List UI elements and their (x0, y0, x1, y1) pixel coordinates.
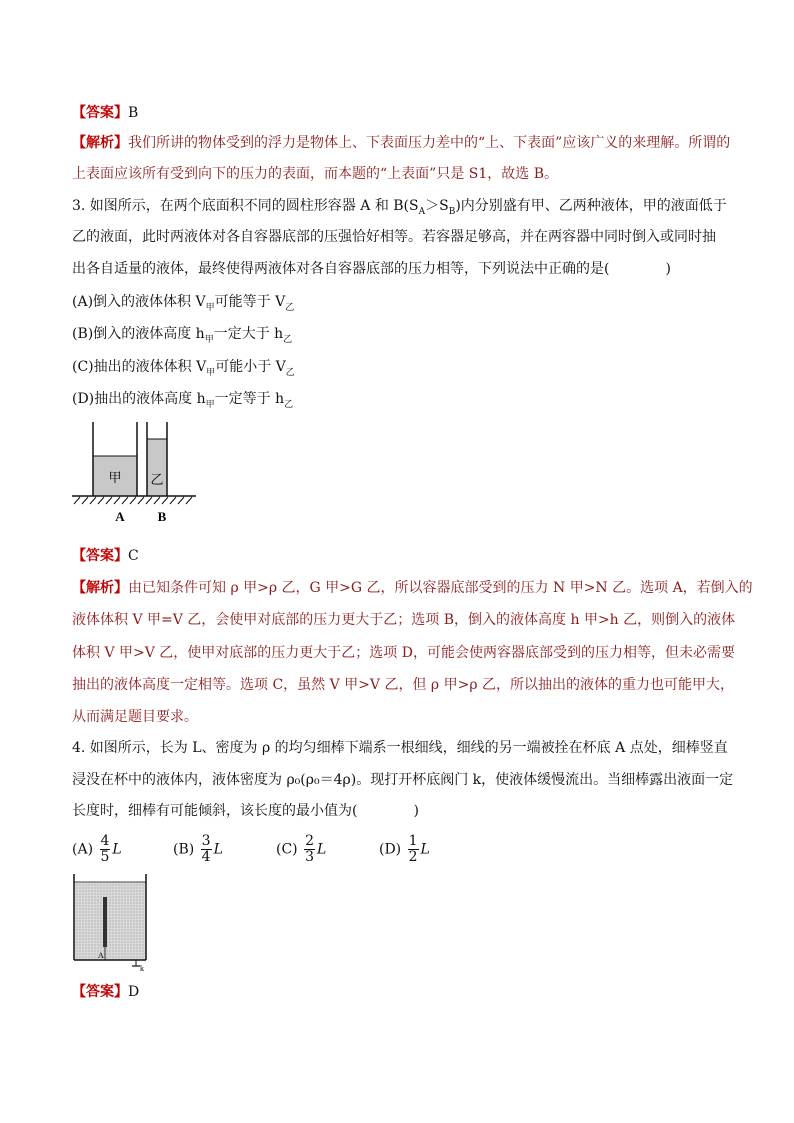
q4-stem-line-1: 4. 如图所示，长为 L、密度为 ρ 的均匀细棒下端系一根细线，细线的另一端被拴在杯底 A 点处，细棒竖直 (72, 740, 728, 756)
answer-value: B (128, 105, 139, 121)
q4-stem-line-2: 浸没在杯中的液体内，液体密度为 ρ₀(ρ₀＝4ρ)。现打开杯底阀门 k，使液体缓慢流出。当细棒露出液面一定 (72, 772, 734, 788)
q3-analysis-line-4: 抽出的液体高度一定相等。选项 C，虽然 V 甲>V 乙，但 ρ 甲>ρ 乙，所以抽出的液体的重力也可能甲大， (72, 677, 735, 693)
q4-option-d: (D) $\frac{1}{2}$ L (379, 833, 430, 865)
q2-analysis-line-2: 上表面应该所有受到向下的压力的表面，而本题的“上表面”只是 S1，故选 B。 (72, 166, 558, 182)
answer-value: D (128, 984, 140, 1000)
q3-option-b: (B)倒入的液体高度 $h_甲$一定大于 $h_乙$ (72, 326, 293, 345)
answer-value: C (128, 548, 139, 564)
ground-hatch (74, 497, 192, 504)
container-b-label: B (157, 509, 167, 524)
liquid-b-label: 乙 (150, 473, 164, 488)
q3-analysis-line-1 (72, 578, 753, 598)
q3-analysis-line-5: 从而满足题目要求。 (72, 709, 198, 725)
q3-option-a: (A)倒入的液体体积 $V_甲$可能等于 $V_乙$ (72, 294, 295, 313)
answer-tag: 【答案】 (72, 105, 128, 121)
q4-option-c: (C) $\frac{2}{3}$ L (276, 833, 327, 865)
q3-stem-line-3: 出各自适量的液体，最终使得两液体对各自容器底部的压力相等，下列说法中正确的是( ) (72, 261, 671, 277)
q3-option-d: (D)抽出的液体高度 $h_甲$一定等于 $h_乙$ (72, 391, 294, 410)
q4-option-a: (A) $\frac{4}{5}$ L (72, 833, 122, 865)
q3-stem-line-1: 3. 如图所示，在两个底面积不同的圆柱形容器 A 和 $B(S_A>S_B)$内分别盛有甲、乙两种液体，甲的液面低于 (72, 198, 727, 217)
q3-stem-line-2: 乙的液面，此时两液体对各自容器底部的压强恰好相等。若容器足够高，并在两容器中同时倒入或同时抽 (72, 229, 716, 245)
q4-cup-figure (70, 872, 160, 972)
valve-label: k (140, 964, 144, 972)
container-a-label: A (115, 509, 125, 524)
answer-tag: 【答案】 (72, 984, 128, 1000)
q4-stem-line-3: 长度时，细棒有可能倾斜，该长度的最小值为( ) (72, 803, 419, 819)
q3-analysis-line-2: 液体体积 V 甲=V 乙，会使甲对底部的压力更大于乙；选项 B，倒入的液体高度 h 甲>h 乙，则倒入的液体 (72, 612, 736, 628)
liquid-a-label: 甲 (108, 471, 122, 486)
liquid-fill (74, 882, 146, 960)
analysis-tag: 【解析】 (72, 580, 128, 596)
rod (103, 897, 107, 947)
q3-answer (72, 546, 139, 566)
analysis-text: 由已知条件可知 ρ 甲>ρ 乙，G 甲>G 乙，所以容器底部受到的压力 N 甲>N 乙。选项 A，若倒入的 (128, 580, 753, 596)
q2-analysis-line-1 (72, 133, 730, 153)
q3-analysis-line-3: 体积 V 甲>V 乙，使甲对底部的压力更大于乙；选项 D，可能会使两容器底部受到的压力相等，但未必需要 (72, 645, 735, 661)
q4-answer (72, 982, 139, 1002)
analysis-tag: 【解析】 (72, 135, 128, 151)
point-a-label: A (98, 951, 104, 960)
q3-option-c: (C)抽出的液体体积 $V_甲$可能小于 $V_乙$ (72, 359, 295, 378)
q3-container-figure (70, 418, 210, 526)
q2-answer (72, 103, 138, 123)
analysis-text: 我们所讲的物体受到的浮力是物体上、下表面压力差中的“上、下表面”应该广义的来理解。所谓的 (128, 135, 731, 151)
answer-tag: 【答案】 (72, 548, 128, 564)
q4-option-b: (B) $\frac{3}{4}$ L (173, 833, 223, 865)
